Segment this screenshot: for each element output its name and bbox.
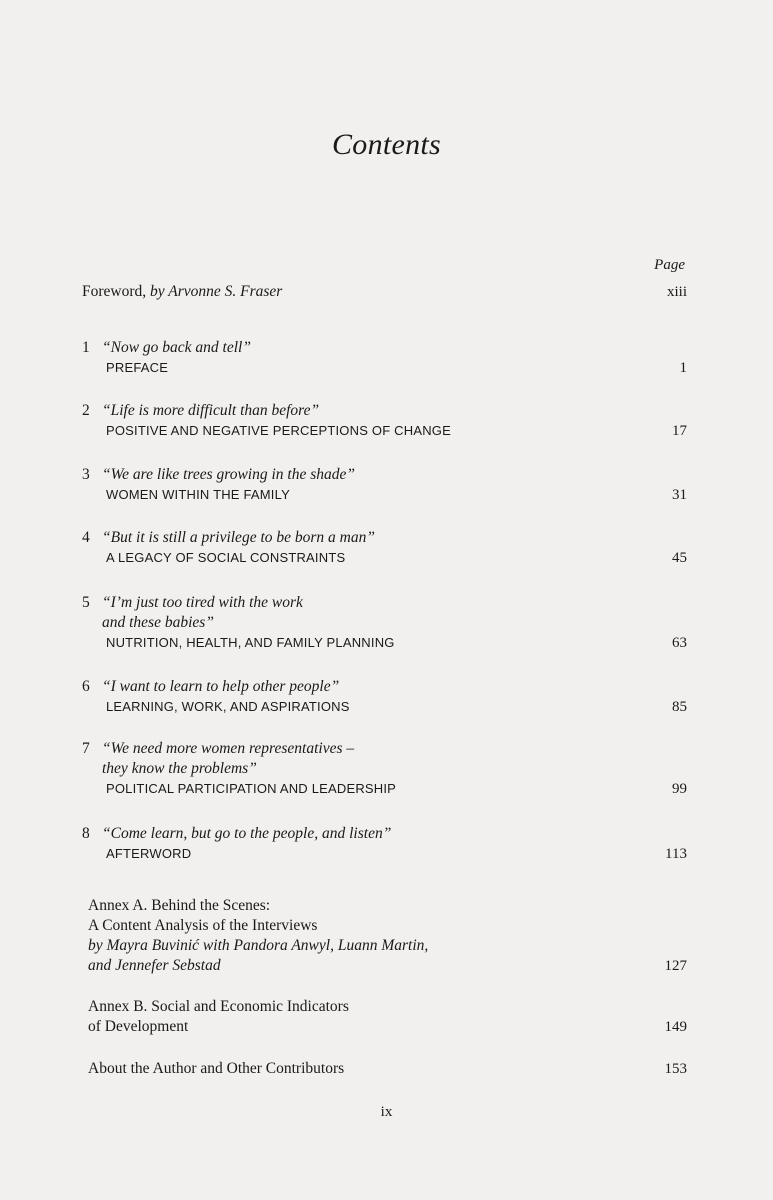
toc-entry-chapter-3[interactable] (82, 465, 687, 504)
folio-page-number: ix (380, 1104, 393, 1120)
page-number: 113 (665, 846, 687, 862)
annex-a-title: Annex A. Behind the Scenes: (88, 897, 271, 914)
about-label: About the Author and Other Contributors (88, 1060, 345, 1077)
page-number: 127 (664, 958, 687, 974)
toc-entry-annex-b[interactable] (88, 997, 687, 1037)
toc-entry-chapter-2[interactable] (82, 401, 687, 440)
toc-entry-chapter-7[interactable] (82, 739, 687, 798)
chapter-subtitle: WOMEN WITHIN THE FAMILY (106, 487, 290, 502)
page-number: 99 (672, 781, 687, 797)
chapter-number: 2 (82, 402, 90, 419)
toc-entry-chapter-5[interactable] (82, 593, 687, 652)
chapter-subtitle: LEARNING, WORK, AND ASPIRATIONS (106, 699, 350, 714)
chapter-title: “I’m just too tired with the work (102, 594, 303, 611)
page-number: 149 (664, 1019, 687, 1035)
chapter-title: “Now go back and tell” (102, 339, 251, 356)
chapter-number: 3 (82, 466, 90, 483)
chapter-number: 6 (82, 678, 90, 695)
chapter-title-continued: and these babies” (102, 614, 214, 631)
chapter-subtitle: POSITIVE AND NEGATIVE PERCEPTIONS OF CHANGE (106, 423, 451, 438)
chapter-number: 7 (82, 740, 90, 757)
page-number: 17 (672, 423, 687, 439)
page-number: 1 (679, 360, 687, 376)
chapter-subtitle: A LEGACY OF SOCIAL CONSTRAINTS (106, 550, 346, 565)
page-number: 153 (664, 1061, 687, 1077)
annex-b-title: Annex B. Social and Economic Indicators (88, 998, 349, 1015)
chapter-title: “Life is more difficult than before” (102, 402, 320, 419)
chapter-subtitle: AFTERWORD (106, 846, 192, 861)
toc-entry-about[interactable] (88, 1059, 687, 1079)
chapter-title: “We need more women representatives – (102, 740, 355, 757)
chapter-number: 4 (82, 529, 90, 546)
foreword-label: Foreword, (82, 283, 151, 300)
chapter-subtitle: POLITICAL PARTICIPATION AND LEADERSHIP (106, 781, 397, 796)
chapter-title-continued: they know the problems” (102, 760, 257, 777)
chapter-title: “We are like trees growing in the shade” (102, 466, 356, 483)
page-title: Contents (331, 128, 442, 161)
toc-entry-foreword[interactable] (82, 282, 687, 302)
chapter-number: 1 (82, 339, 90, 356)
chapter-number: 8 (82, 825, 90, 842)
page-number: 85 (672, 699, 687, 715)
chapter-title: “I want to learn to help other people” (102, 678, 340, 695)
annex-b-subtitle: of Development (88, 1018, 189, 1035)
toc-entry-chapter-4[interactable] (82, 528, 687, 567)
chapter-title: “But it is still a privilege to be born a man” (102, 529, 375, 546)
page-number: 45 (672, 550, 687, 566)
annex-a-subtitle: A Content Analysis of the Interviews (88, 917, 318, 934)
chapter-subtitle: PREFACE (106, 360, 169, 375)
chapter-number: 5 (82, 594, 90, 611)
page-number: 31 (672, 487, 687, 503)
foreword-byline: by Arvonne S. Fraser (150, 283, 283, 300)
annex-a-byline: by Mayra Buvinić with Pandora Anwyl, Luann Martin, (88, 937, 429, 954)
toc-entry-chapter-6[interactable] (82, 677, 687, 716)
toc-entry-chapter-1[interactable] (82, 338, 687, 377)
chapter-title: “Come learn, but go to the people, and listen” (102, 825, 392, 842)
toc-entry-chapter-8[interactable] (82, 824, 687, 863)
page-column-header: Page (654, 257, 685, 273)
toc-entry-annex-a[interactable] (88, 896, 687, 976)
annex-a-byline-continued: and Jennefer Sebstad (88, 957, 221, 974)
chapter-subtitle: NUTRITION, HEALTH, AND FAMILY PLANNING (106, 635, 395, 650)
page-number: 63 (672, 635, 687, 651)
page-number: xiii (666, 284, 687, 300)
